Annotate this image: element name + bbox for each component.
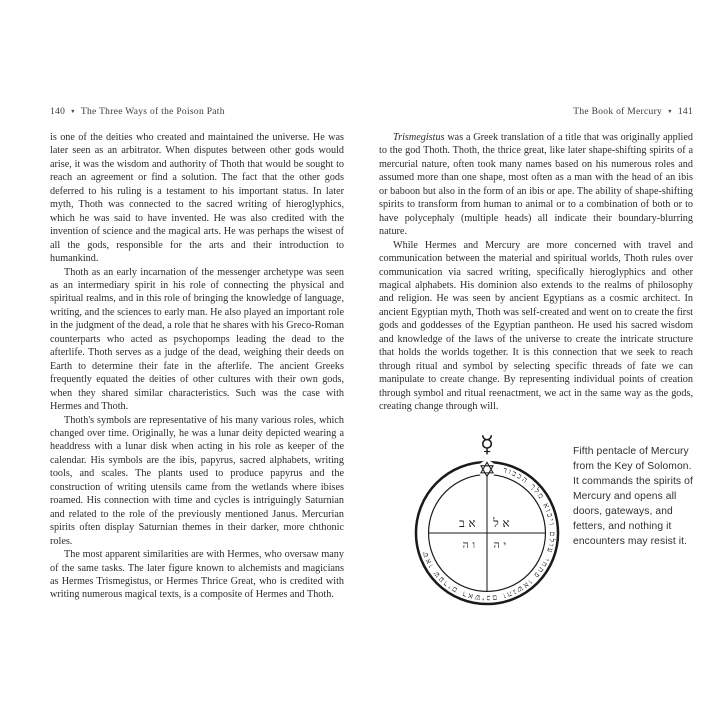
quadrant-name-bottom-left: וה [462,538,479,551]
left-page-body [50,131,344,602]
quadrant-name-top-left: אב [459,515,480,530]
italic-lead-word: Trismegistus [393,132,445,143]
pentacle-ring-text: שאו שערים ראשיכם והנשאו פתחי עולם ויבוא מלך הכבוד [419,464,557,603]
pentacle-seal-image [413,459,561,607]
page-number-right: 141 [677,107,693,117]
paragraph: The most apparent similarities are with Hermes, who oversaw many of the same tasks. The later figure known to alchemists and magicians as Hermes Trismegistus, or Hermes Thrice Great, who is credited with writing numerous magical texts, is a composite of Hermes and Thoth. [50,549,344,601]
paragraph: Thoth as an early incarnation of the messenger archetype was seen as an intermediary spirit in his role of connecting the physical and spiritual realms, and in this role of bringing the knowledge of language, writing, and the sciences to early man. He also played an important role in the judgment of the dead, a role that he shares with his Greco-Roman counterparts who acted as psychopomps leading the dead to the afterlife. Thoth serves as a judge of the dead, weighing their deeds on Earth to determine their fate in the afterlife. The ancient Greeks frequently equated the deities of other cultures with their own gods, when they shared similar characteristics. Such was the case with Hermes and Thoth. [50,266,344,413]
page-number-left: 140 [50,107,66,117]
running-header-right [379,106,693,118]
paragraph: While Hermes and Mercury are more concerned with travel and communication between the material and spiritual worlds, Thoth rules over communication via sacred writing, specifically hieroglyphics and other magical alphabets. His dominion also extends to the realms of philosophy and religion. He was seen by ancient Egyptians as a cosmic architect. In ancient Egyptian myth, Thoth was self-created and went on to create the first gods and goddesses of the Egyptian pantheon. He used his sacred wisdom and knowledge of the laws of the universe to create the intricate structure that holds the worlds together. It is this connection that we seek to reach through ritual and symbol by selecting specific threads of fate we can manipulate to create change. By representing individual points of creation through symbol and ritual reenactment, we act in the same way as the gods, creating change through will. [379,239,693,413]
right-page-body [379,131,693,414]
mercury-symbol-icon: ☿ [479,431,495,458]
paragraph: Thoth's symbols are representative of his many various roles, which changed over time. Originally, he was a lunar deity depicted wearing a headdress with a lunar disk when acting in his role as keeper of the calendar. His symbols are the ibis, papyrus, sacred alphabets, writing tools, and scales. The plants used to produce papyrus and the construction of writing utensils came from the wetlands where ibises roamed. His connection with time and cycles is intriguingly Saturnian and related to the role of the previously mentioned Janus. Mercurian spirits often display Saturnian themes in their darker, more chthonic roles. [50,414,344,547]
running-title-right: The Book of Mercury [573,107,663,117]
quadrant-name-top-right: אל [493,515,514,530]
quadrant-name-bottom-right: יה [493,538,510,551]
running-title-left: The Three Ways of the Poison Path [80,107,225,117]
paragraph: is one of the deities who created and maintained the universe. He was later seen as an arbitrator. When disputes between other gods would arise, it was the wisdom and authority of Thoth that would be sought to reach an agreement or find a solution. The fact that the other gods deferred to his ruling is a testament to his important status. In later myth, Thoth was connected to the sacred writing of hieroglyphics, which he was said to have invented. He was also credited with the invention of science and the magical arts. He was perhaps the wisest of all the gods, responsible for the arts and their introduction to humankind. [50,132,344,265]
left-page [50,106,344,602]
right-page [379,106,693,607]
pentacle-figure [379,432,693,607]
paragraph [379,131,693,239]
pentacle-column [413,432,561,607]
running-header-left [50,106,344,118]
leaf-ornament-icon: ▼ [667,108,673,115]
figure-caption: Fifth pentacle of Mercury from the Key of Solomon. It commands the spirits of Mercury and opens all doors, gateways, and fetters, and nothing it encounters may resist it. [573,445,693,547]
paragraph-text: was a Greek translation of a title that was originally applied to the god Thoth. Thoth, the thrice great, like later shape-shifting spirits of a mercurial nature, often took many names based on his numerous roles and assumed more than one shape, most often as a man with the head of an ibis or baboon but also in the form of an ibis or ape. The ability of shape-shifting spirits to transform from human to animal or to a combination of both or to have polycephaly (multiple heads) all indicate their boundary-blurring nature. [379,132,693,238]
leaf-ornament-icon: ▼ [70,108,76,115]
